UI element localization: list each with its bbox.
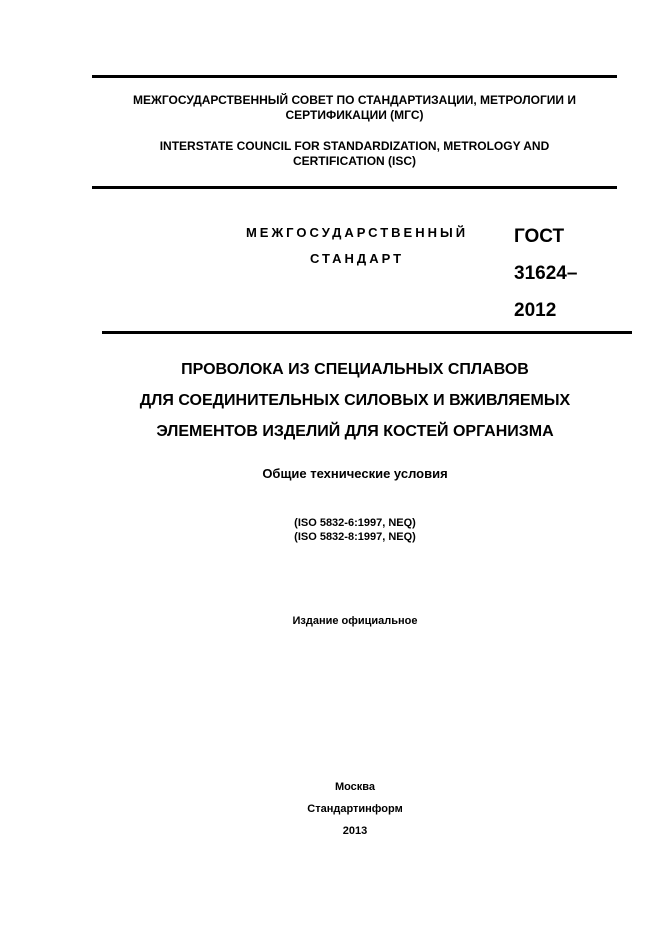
standard-label-line: МЕЖГОСУДАРСТВЕННЫЙ: [245, 225, 469, 240]
document-title: [80, 354, 630, 447]
council-en: [92, 139, 617, 169]
council-ru-line: СЕРТИФИКАЦИИ (МГС): [285, 108, 424, 122]
council-ru-line: МЕЖГОСУДАРСТВЕННЫЙ СОВЕТ ПО СТАНДАРТИЗАЦИИ, МЕТРОЛОГИИ И: [133, 93, 576, 107]
council-en-line: INTERSTATE COUNCIL FOR STANDARDIZATION, METROLOGY AND: [159, 139, 550, 153]
bottom-rule: [102, 331, 632, 334]
title-line: ПРОВОЛОКА ИЗ СПЕЦИАЛЬНЫХ СПЛАВОВ: [181, 361, 529, 378]
gost-line: 31624–: [514, 263, 578, 284]
imprint-publisher: Стандартинформ: [307, 803, 403, 815]
imprint-city: Москва: [334, 781, 376, 793]
imprint-year: 2013: [342, 825, 368, 837]
title-line: ДЛЯ СОЕДИНИТЕЛЬНЫХ СИЛОВЫХ И ВЖИВЛЯЕМЫХ: [139, 392, 571, 409]
council-en-line: CERTIFICATION (ISC): [292, 154, 417, 168]
iso-reference: (ISO 5832-8:1997, NEQ): [294, 531, 416, 543]
standard-label-line: СТАНДАРТ: [309, 251, 405, 266]
council-ru: [92, 93, 617, 123]
top-rule: [92, 75, 617, 78]
iso-references: [80, 516, 630, 544]
middle-rule: [92, 186, 617, 189]
imprint: [80, 776, 630, 842]
gost-number: [514, 218, 577, 329]
gost-line: ГОСТ: [514, 226, 565, 247]
edition-label: Издание официальное: [292, 615, 418, 627]
standard-label: [232, 220, 482, 272]
document-subtitle: Общие технические условия: [262, 466, 448, 481]
gost-line: 2012: [514, 300, 557, 321]
iso-reference: (ISO 5832-6:1997, NEQ): [294, 517, 416, 529]
title-line: ЭЛЕМЕНТОВ ИЗДЕЛИЙ ДЛЯ КОСТЕЙ ОРГАНИЗМА: [156, 423, 554, 440]
